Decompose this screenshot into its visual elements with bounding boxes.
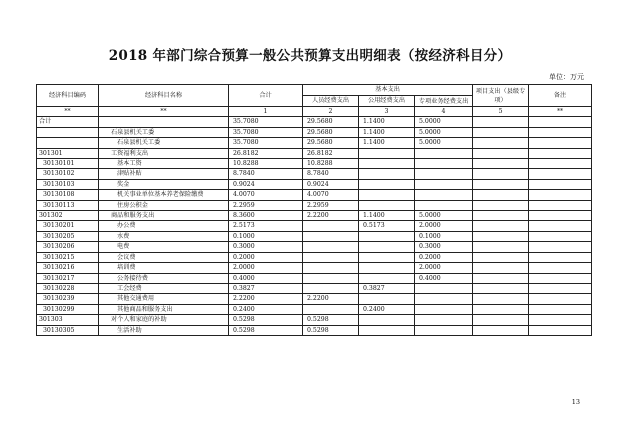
cell-total: 0.2000 <box>229 252 303 262</box>
cell-code: 30130305 <box>37 325 99 335</box>
cell-note <box>529 294 592 304</box>
cell-total: 0.2400 <box>229 304 303 314</box>
cell-name: 津贴补贴 <box>99 169 229 179</box>
table-row <box>37 252 592 262</box>
cell-public <box>359 169 415 179</box>
cell-name: 奖金 <box>99 179 229 189</box>
table-body <box>37 117 592 336</box>
cell-special: 0.1000 <box>415 231 473 241</box>
index-row <box>37 107 592 117</box>
table-row <box>37 221 592 231</box>
cell-note <box>529 200 592 210</box>
cell-project <box>473 148 529 158</box>
cell-special <box>415 325 473 335</box>
cell-project <box>473 179 529 189</box>
cell-note <box>529 221 592 231</box>
cell-public <box>359 242 415 252</box>
cell-public <box>359 325 415 335</box>
cell-project <box>473 190 529 200</box>
cell-code: 30130113 <box>37 200 99 210</box>
cell-personnel <box>303 304 359 314</box>
cell-note <box>529 315 592 325</box>
cell-total: 35.7080 <box>229 117 303 127</box>
cell-total: 0.1000 <box>229 231 303 241</box>
cell-project <box>473 294 529 304</box>
cell-note <box>529 127 592 137</box>
cell-public: 0.2400 <box>359 304 415 314</box>
index-cell: ** <box>99 107 229 117</box>
table-row <box>37 273 592 283</box>
cell-special <box>415 169 473 179</box>
cell-special: 5.0000 <box>415 211 473 221</box>
table-row <box>37 159 592 169</box>
cell-note <box>529 242 592 252</box>
cell-personnel <box>303 221 359 231</box>
cell-special <box>415 200 473 210</box>
cell-note <box>529 190 592 200</box>
cell-code: 30130217 <box>37 273 99 283</box>
table-row <box>37 304 592 314</box>
cell-public <box>359 179 415 189</box>
cell-special: 5.0000 <box>415 138 473 148</box>
cell-special <box>415 190 473 200</box>
cell-special <box>415 148 473 158</box>
cell-note <box>529 159 592 169</box>
cell-note <box>529 117 592 127</box>
cell-project <box>473 127 529 137</box>
cell-public: 1.1400 <box>359 117 415 127</box>
cell-special: 2.0000 <box>415 221 473 231</box>
cell-special <box>415 159 473 169</box>
cell-project <box>473 325 529 335</box>
cell-personnel <box>303 283 359 293</box>
index-cell: 5 <box>473 107 529 117</box>
cell-code: 30130228 <box>37 283 99 293</box>
cell-public <box>359 273 415 283</box>
index-cell: ** <box>529 107 592 117</box>
cell-project <box>473 211 529 221</box>
cell-project <box>473 242 529 252</box>
cell-note <box>529 169 592 179</box>
index-cell: ** <box>37 107 99 117</box>
table-row <box>37 117 592 127</box>
cell-note <box>529 263 592 273</box>
cell-note <box>529 138 592 148</box>
cell-project <box>473 231 529 241</box>
cell-code: 30130101 <box>37 159 99 169</box>
cell-public: 1.1400 <box>359 211 415 221</box>
table-row <box>37 283 592 293</box>
cell-public: 0.5173 <box>359 221 415 231</box>
cell-special <box>415 179 473 189</box>
cell-name <box>99 117 229 127</box>
cell-name: 办公费 <box>99 221 229 231</box>
cell-total: 2.2200 <box>229 294 303 304</box>
table-row <box>37 231 592 241</box>
header-public: 公用经费支出 <box>359 96 415 107</box>
cell-name: 石泉县机关工委 <box>99 127 229 137</box>
cell-note <box>529 252 592 262</box>
cell-personnel: 2.2959 <box>303 200 359 210</box>
cell-code: 30130215 <box>37 252 99 262</box>
cell-project <box>473 304 529 314</box>
cell-personnel <box>303 242 359 252</box>
cell-note <box>529 148 592 158</box>
cell-special: 0.3000 <box>415 242 473 252</box>
index-cell: 2 <box>303 107 359 117</box>
header-personnel: 人员经费支出 <box>303 96 359 107</box>
header-note: 备注 <box>529 85 592 107</box>
cell-personnel: 26.8182 <box>303 148 359 158</box>
cell-personnel: 0.5298 <box>303 325 359 335</box>
cell-name: 其他交通费用 <box>99 294 229 304</box>
cell-personnel: 29.5680 <box>303 138 359 148</box>
cell-name: 公务接待费 <box>99 273 229 283</box>
cell-project <box>473 159 529 169</box>
cell-public <box>359 200 415 210</box>
cell-total: 4.0070 <box>229 190 303 200</box>
table-row <box>37 263 592 273</box>
cell-total: 8.3600 <box>229 211 303 221</box>
cell-total: 2.5173 <box>229 221 303 231</box>
cell-code: 301302 <box>37 211 99 221</box>
cell-total: 10.8288 <box>229 159 303 169</box>
cell-total: 0.9024 <box>229 179 303 189</box>
cell-public <box>359 315 415 325</box>
table-row <box>37 242 592 252</box>
cell-total: 0.3000 <box>229 242 303 252</box>
table-row <box>37 211 592 221</box>
header-special: 专项业务经费支出 <box>415 96 473 107</box>
cell-name: 对个人和家庭的补助 <box>99 315 229 325</box>
cell-total: 0.3827 <box>229 283 303 293</box>
cell-total: 0.5298 <box>229 325 303 335</box>
cell-public <box>359 294 415 304</box>
cell-personnel: 2.2200 <box>303 211 359 221</box>
table-row <box>37 127 592 137</box>
cell-note <box>529 273 592 283</box>
header-code: 经济科目编码 <box>37 85 99 107</box>
cell-name: 商品和服务支出 <box>99 211 229 221</box>
index-cell: 1 <box>229 107 303 117</box>
cell-personnel <box>303 231 359 241</box>
table-header <box>37 85 592 117</box>
cell-name: 电费 <box>99 242 229 252</box>
cell-personnel: 29.5680 <box>303 127 359 137</box>
cell-project <box>473 273 529 283</box>
header-basic: 基本支出 <box>303 85 473 96</box>
cell-name: 机关事业单位基本养老保险缴费 <box>99 190 229 200</box>
cell-total: 0.5298 <box>229 315 303 325</box>
cell-name: 会议费 <box>99 252 229 262</box>
table-row <box>37 169 592 179</box>
table-row <box>37 179 592 189</box>
cell-code: 301303 <box>37 315 99 325</box>
cell-public: 1.1400 <box>359 127 415 137</box>
table-row <box>37 138 592 148</box>
table-row <box>37 148 592 158</box>
cell-project <box>473 117 529 127</box>
index-cell: 3 <box>359 107 415 117</box>
cell-code: 30130216 <box>37 263 99 273</box>
cell-name: 基本工资 <box>99 159 229 169</box>
cell-code <box>37 127 99 137</box>
index-cell: 4 <box>415 107 473 117</box>
cell-name: 石泉县机关工委 <box>99 138 229 148</box>
cell-project <box>473 263 529 273</box>
cell-project <box>473 252 529 262</box>
table-row <box>37 190 592 200</box>
cell-code: 合计 <box>37 117 99 127</box>
budget-table <box>36 84 592 336</box>
cell-code: 30130103 <box>37 179 99 189</box>
cell-code: 30130108 <box>37 190 99 200</box>
cell-special: 2.0000 <box>415 263 473 273</box>
cell-public <box>359 263 415 273</box>
cell-special: 5.0000 <box>415 127 473 137</box>
header-total: 合计 <box>229 85 303 107</box>
table-row <box>37 315 592 325</box>
cell-code: 30130299 <box>37 304 99 314</box>
cell-total: 2.0000 <box>229 263 303 273</box>
table-row <box>37 200 592 210</box>
cell-total: 35.7080 <box>229 127 303 137</box>
cell-note <box>529 211 592 221</box>
cell-name: 工会经费 <box>99 283 229 293</box>
table-row <box>37 294 592 304</box>
cell-name: 工资福利支出 <box>99 148 229 158</box>
cell-total: 2.2959 <box>229 200 303 210</box>
cell-special: 5.0000 <box>415 117 473 127</box>
cell-public: 0.3827 <box>359 283 415 293</box>
cell-public <box>359 190 415 200</box>
cell-special <box>415 304 473 314</box>
cell-special: 0.4000 <box>415 273 473 283</box>
cell-note <box>529 231 592 241</box>
cell-name: 生活补助 <box>99 325 229 335</box>
cell-total: 0.4000 <box>229 273 303 283</box>
cell-personnel <box>303 252 359 262</box>
cell-project <box>473 221 529 231</box>
cell-code: 30130102 <box>37 169 99 179</box>
cell-total: 8.7840 <box>229 169 303 179</box>
cell-personnel <box>303 273 359 283</box>
cell-total: 35.7080 <box>229 138 303 148</box>
cell-name: 住房公积金 <box>99 200 229 210</box>
cell-name: 培训费 <box>99 263 229 273</box>
cell-code <box>37 138 99 148</box>
cell-project <box>473 169 529 179</box>
cell-code: 30130239 <box>37 294 99 304</box>
cell-public <box>359 252 415 262</box>
cell-public <box>359 148 415 158</box>
cell-public: 1.1400 <box>359 138 415 148</box>
cell-personnel <box>303 263 359 273</box>
cell-personnel: 29.5680 <box>303 117 359 127</box>
cell-note <box>529 304 592 314</box>
header-project: 项目支出（县级专项） <box>473 85 529 107</box>
cell-public <box>359 231 415 241</box>
cell-special <box>415 283 473 293</box>
cell-personnel: 0.9024 <box>303 179 359 189</box>
cell-project <box>473 315 529 325</box>
cell-code: 30130201 <box>37 221 99 231</box>
cell-public <box>359 159 415 169</box>
cell-special <box>415 315 473 325</box>
cell-name: 其他商品和服务支出 <box>99 304 229 314</box>
cell-special <box>415 294 473 304</box>
cell-personnel: 10.8288 <box>303 159 359 169</box>
page-title: 2018 年部门综合预算一般公共预算支出明细表（按经济科目分） <box>108 48 512 64</box>
cell-code: 30130206 <box>37 242 99 252</box>
unit-label: 单位：万元 <box>549 73 584 81</box>
cell-note <box>529 325 592 335</box>
page-number: 13 <box>571 398 580 406</box>
header-name: 经济科目名称 <box>99 85 229 107</box>
cell-code: 301301 <box>37 148 99 158</box>
cell-code: 30130205 <box>37 231 99 241</box>
cell-special: 0.2000 <box>415 252 473 262</box>
cell-name: 水费 <box>99 231 229 241</box>
cell-personnel: 4.0070 <box>303 190 359 200</box>
cell-note <box>529 179 592 189</box>
cell-personnel: 2.2200 <box>303 294 359 304</box>
cell-note <box>529 283 592 293</box>
cell-personnel: 0.5298 <box>303 315 359 325</box>
table-row <box>37 325 592 335</box>
cell-project <box>473 138 529 148</box>
cell-total: 26.8182 <box>229 148 303 158</box>
cell-project <box>473 283 529 293</box>
cell-personnel: 8.7840 <box>303 169 359 179</box>
cell-project <box>473 200 529 210</box>
